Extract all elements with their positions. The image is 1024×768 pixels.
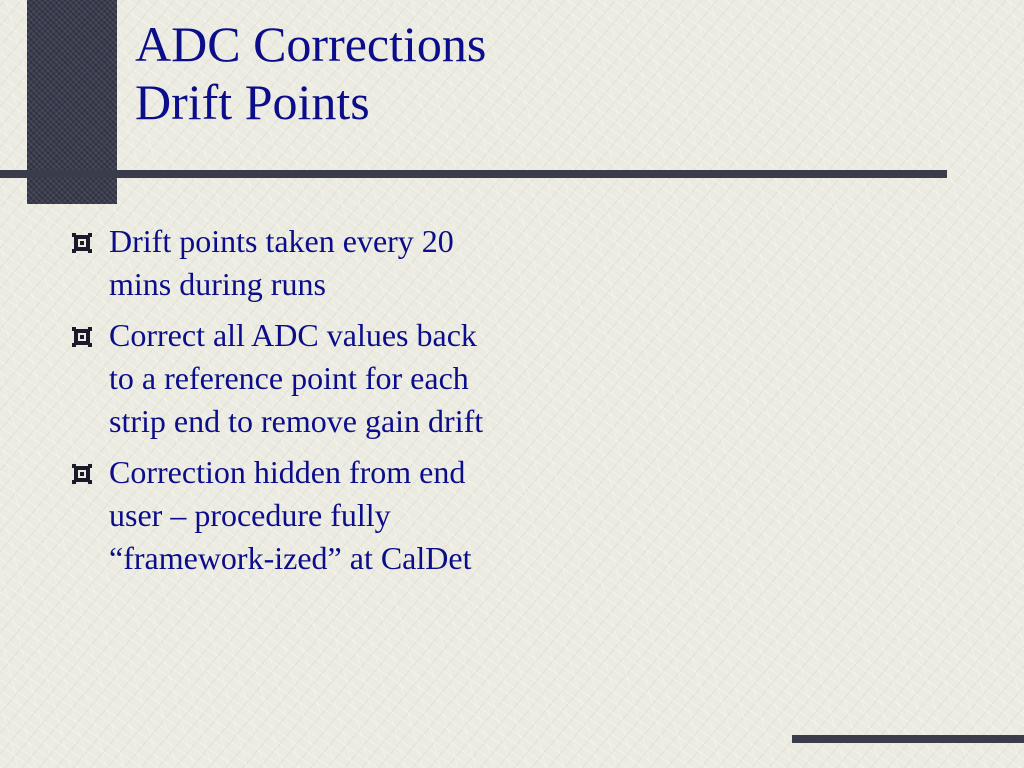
square-ornament-icon — [72, 233, 92, 253]
bullet-list — [72, 220, 502, 588]
square-ornament-icon — [72, 464, 92, 484]
bullet-item — [72, 220, 502, 306]
footer-divider-rule — [792, 735, 1024, 743]
bullet-item — [72, 314, 502, 443]
bullet-text: Correct all ADC values back to a reference point for each strip end to remove gain drift — [109, 317, 484, 439]
slide-title-line-1: ADC Corrections — [135, 16, 487, 72]
bullet-text: Correction hidden from end user – procedure fully “framework-ized” at CalDet — [109, 454, 472, 576]
bullet-item — [72, 451, 502, 580]
bullet-text: Drift points taken every 20 mins during runs — [109, 223, 454, 302]
slide-title — [135, 15, 486, 131]
square-ornament-icon — [72, 327, 92, 347]
title-divider-rule — [0, 170, 947, 178]
slide-title-line-2: Drift Points — [135, 74, 370, 130]
